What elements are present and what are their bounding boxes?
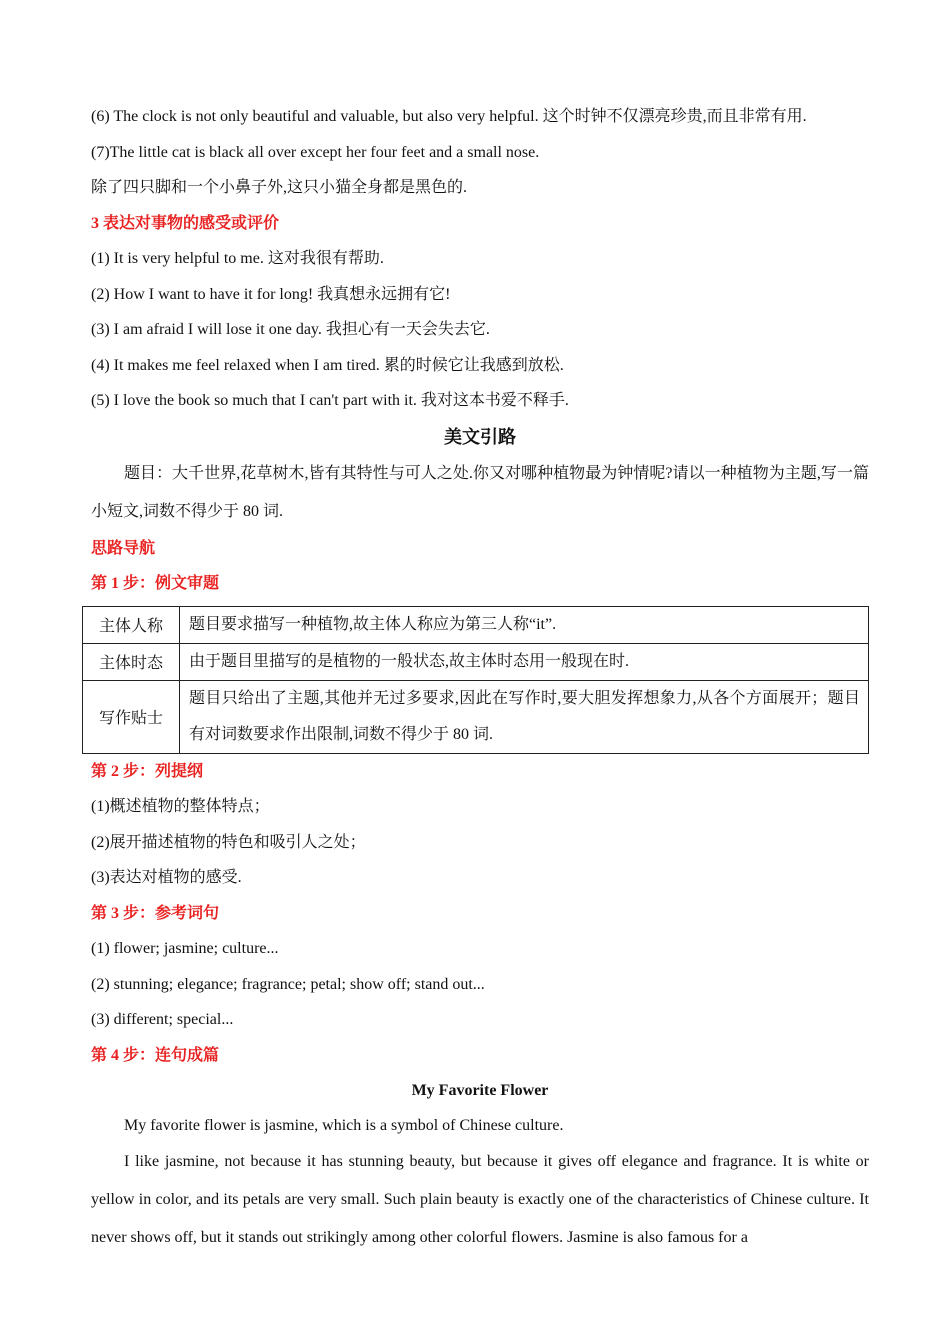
example-sentence-7: (7)The little cat is black all over except her four feet and a small nose. — [91, 143, 540, 161]
section-3-heading: 3 表达对事物的感受或评价 — [91, 214, 280, 232]
step-1-heading: 第 1 步：例文审题 — [91, 575, 220, 592]
section-3-item: (2) How I want to have it for long! 我真想永远拥有它! — [91, 285, 451, 303]
table-row — [83, 606, 869, 643]
section-3-item: (4) It makes me feel relaxed when I am tired. 累的时候它让我感到放松. — [91, 356, 564, 374]
guide-prompt: 题目：大千世界,花草树木,皆有其特性与可人之处.你又对哪种植物最为钟情呢?请以一种植物为主题,写一篇小短文,词数不得少于 80 词. — [91, 464, 869, 520]
analysis-table — [82, 606, 869, 754]
section-3-item: (1) It is very helpful to me. 这对我很有帮助. — [91, 250, 384, 267]
table-row-content: 题目要求描写一种植物,故主体人称应为第三人称“it”. — [180, 606, 869, 643]
guide-title: 美文引路 — [444, 426, 516, 447]
table-row — [83, 680, 869, 753]
example-sentence-7-translation: 除了四只脚和一个小鼻子外,这只小猫全身都是黑色的. — [91, 179, 468, 196]
section-3-item: (3) I am afraid I will lose it one day. 我担心有一天会失去它. — [91, 321, 490, 338]
table-row-label: 主体人称 — [83, 606, 180, 643]
essay-paragraph: My favorite flower is jasmine, which is a symbol of Chinese culture. — [124, 1117, 564, 1134]
reference-words-item: (3) different; special... — [91, 1011, 234, 1028]
outline-item: (1)概述植物的整体特点； — [91, 798, 270, 815]
table-row-content: 由于题目里描写的是植物的一般状态,故主体时态用一般现在时. — [180, 643, 869, 680]
outline-item: (2)展开描述植物的特色和吸引人之处； — [91, 833, 366, 851]
document-page — [91, 99, 869, 1257]
table-row-content: 题目只给出了主题,其他并无过多要求,因此在写作时,要大胆发挥想象力,从各个方面展开；题目有对词数要求作出限制,词数不得少于 80 词. — [180, 680, 869, 753]
navigation-heading: 思路导航 — [91, 539, 156, 557]
table-row-label: 写作贴士 — [83, 680, 180, 753]
essay-title: My Favorite Flower — [411, 1082, 549, 1099]
essay-paragraph: I like jasmine, not because it has stunning beauty, but because it gives off elegance and fragrance. It is white or yellow in color, and its petals are very small. Such plain beauty is exactly one of the characteristics of Chinese culture. It never shows off, but it stands out strikingly among other colorful flowers. Jasmine is also famous for a — [91, 1153, 869, 1246]
step-2-heading: 第 2 步：列提纲 — [91, 762, 204, 780]
table-row-label: 主体时态 — [83, 643, 180, 680]
step-4-heading: 第 4 步：连句成篇 — [91, 1046, 220, 1064]
outline-item: (3)表达对植物的感受. — [91, 869, 242, 886]
reference-words-item: (2) stunning; elegance; fragrance; petal; show off; stand out... — [91, 975, 485, 993]
section-3-item: (5) I love the book so much that I can't part with it. 我对这本书爱不释手. — [91, 392, 569, 409]
reference-words-item: (1) flower; jasmine; culture... — [91, 940, 279, 957]
step-3-heading: 第 3 步：参考词句 — [91, 904, 220, 922]
example-sentence-6: (6) The clock is not only beautiful and valuable, but also very helpful. 这个时钟不仅漂亮珍贵,而且非常有用. — [91, 108, 807, 125]
table-row — [83, 643, 869, 680]
